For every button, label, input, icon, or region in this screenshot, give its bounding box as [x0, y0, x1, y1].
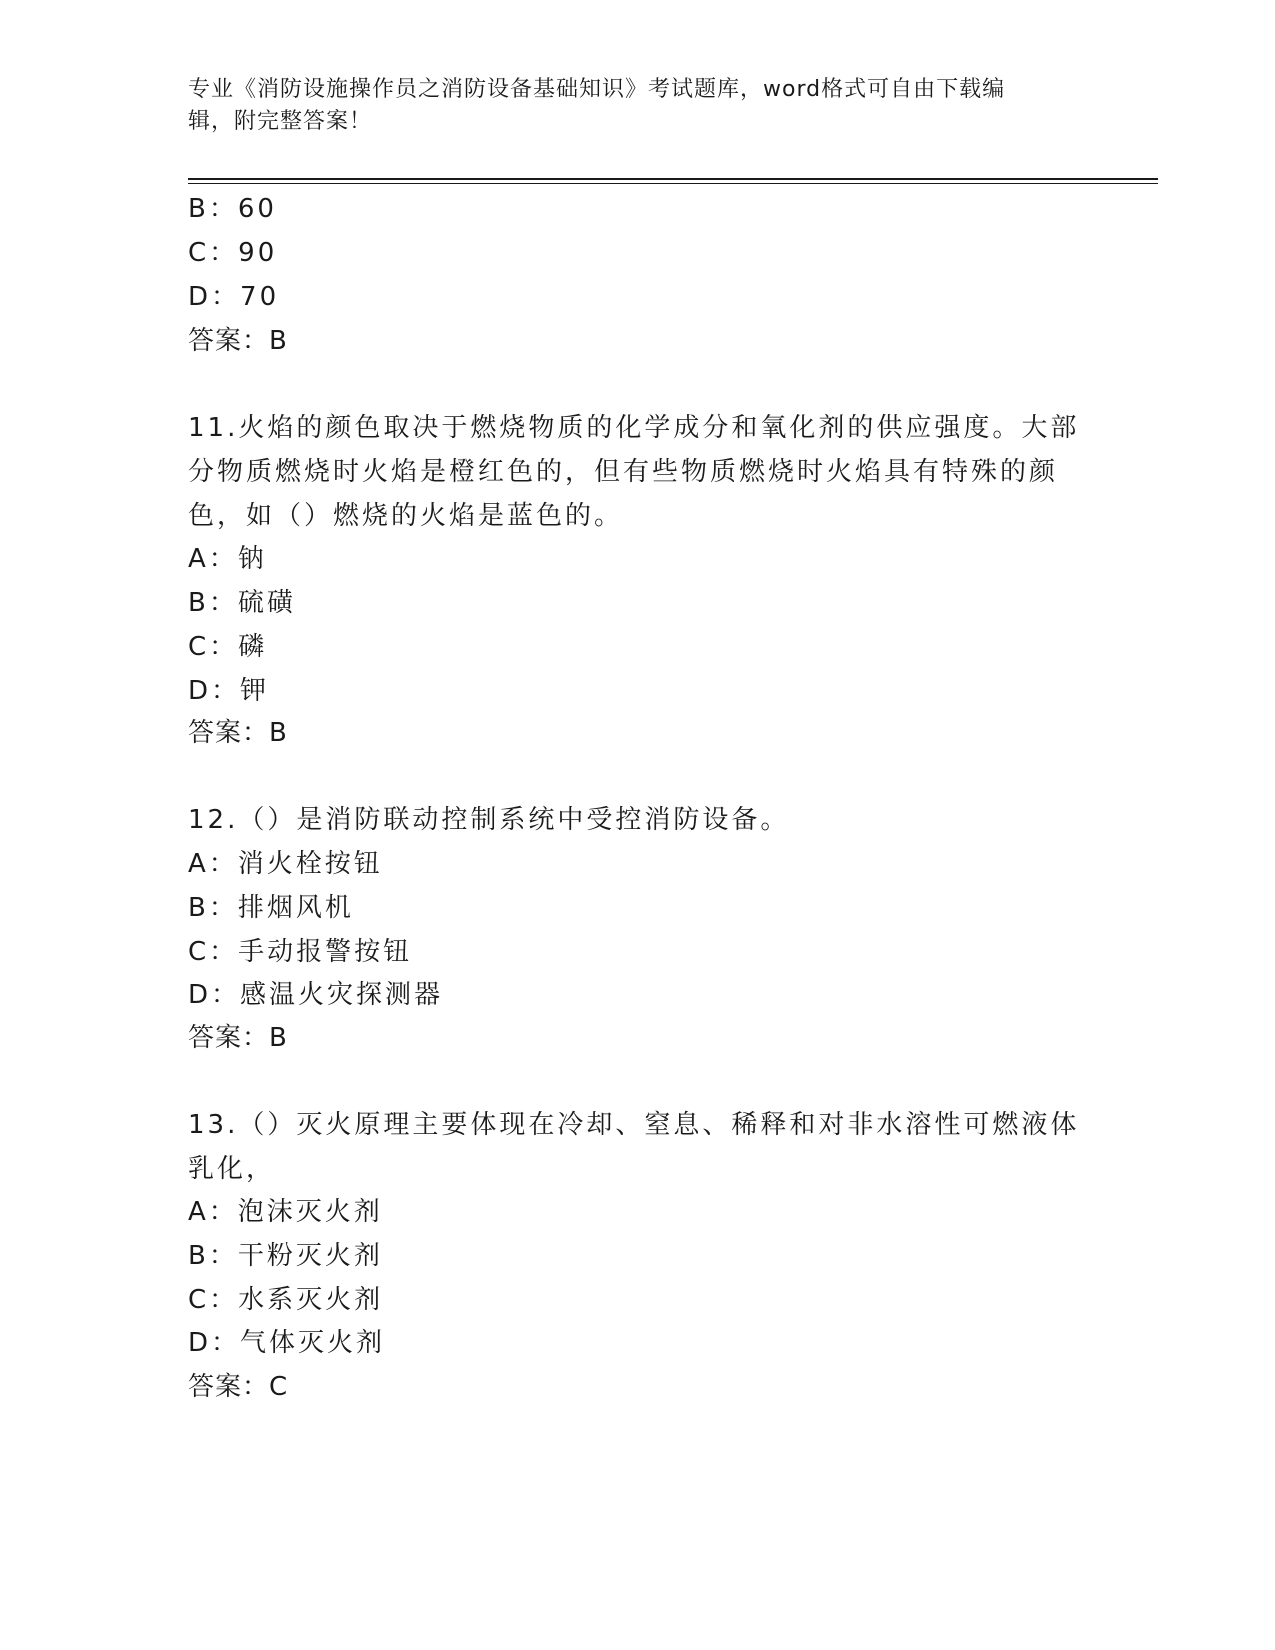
- q10-option-b: B：60: [188, 194, 277, 224]
- q13-stem-line-2: 乳化，: [188, 1154, 276, 1184]
- q10-option-d: D：70: [188, 282, 280, 312]
- q10-answer: 答案：B: [188, 326, 288, 356]
- q11-answer: 答案：B: [188, 718, 288, 748]
- q11-stem-line-1: 11.火焰的颜色取决于燃烧物质的化学成分和氧化剂的供应强度。大部: [188, 413, 1080, 443]
- q11-option-b: B：硫磺: [188, 588, 296, 618]
- q12-option-c: C：手动报警按钮: [188, 937, 413, 967]
- q13-answer: 答案：C: [188, 1372, 289, 1402]
- header-line-1: 专业《消防设施操作员之消防设备基础知识》考试题库，word格式可自由下载编: [188, 77, 1006, 102]
- header-divider-thin: [188, 183, 1158, 184]
- q13-stem-line-1: 13.（）灭火原理主要体现在冷却、窒息、稀释和对非水溶性可燃液体: [188, 1110, 1080, 1140]
- q12-option-b: B：排烟风机: [188, 893, 354, 923]
- q10-option-c: C：90: [188, 238, 278, 268]
- q13-option-c: C：水系灭火剂: [188, 1285, 384, 1315]
- q12-option-a: A：消火栓按钮: [188, 849, 383, 879]
- q11-option-a: A：钠: [188, 544, 267, 574]
- header-divider-thick: [188, 178, 1158, 180]
- q11-stem-line-2: 分物质燃烧时火焰是橙红色的，但有些物质燃烧时火焰具有特殊的颜: [188, 457, 1059, 487]
- q12-option-d: D：感温火灾探测器: [188, 980, 444, 1010]
- q11-option-d: D：钾: [188, 676, 270, 706]
- q13-option-d: D：气体灭火剂: [188, 1328, 386, 1358]
- header-line-2: 辑，附完整答案！: [188, 109, 373, 134]
- q13-option-a: A：泡沫灭火剂: [188, 1197, 383, 1227]
- q11-option-c: C：磷: [188, 632, 268, 662]
- q11-stem-line-3: 色，如（）燃烧的火焰是蓝色的。: [188, 501, 624, 531]
- document-header: [188, 74, 1088, 138]
- q12-answer: 答案：B: [188, 1023, 288, 1053]
- q12-stem-line-1: 12.（）是消防联动控制系统中受控消防设备。: [188, 805, 790, 835]
- q13-option-b: B：干粉灭火剂: [188, 1241, 383, 1271]
